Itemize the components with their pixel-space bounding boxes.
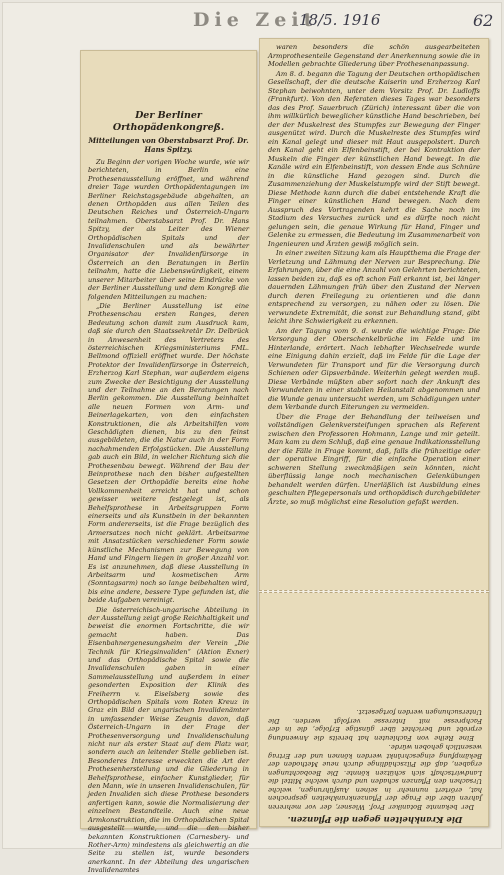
article-paragraph: Zu Beginn der vorigen Woche wurde, wie wir berichteten, in Berlin eine Prothesenausstellung eröffnet, und während dreier Tage wurden Orthopädentagungen im Berliner Reichstagsgebäude abgehalten, an denen Orthopäden aus allen Teilen des Deutschen Reiches und Österreich-Ungarn teilnahmen. Oberstabsarzt Prof. Dr. Hans Spitzy, der als Leiter des Wiener Orthopädischen Spitals und der Invalidenschulen und als bewährter Organisator der Invalidenfürsorge in Österreich an den Beratungen in Berlin teilnahm, hatte die Liebenswürdigkeit, einem unserer Mitarbeiter über seine Eindrücke von der Berliner Ausstellung und dem Kongreß die folgenden Mitteilungen zu machen: xyxy=(88,158,249,301)
article-byline: Mitteilungen von Oberstabsarzt Prof. Dr. Hans Spitzy. xyxy=(88,136,249,154)
handwritten-date: 18/5. 1916 xyxy=(299,11,381,29)
article-paragraph: In einer zweiten Sitzung kam als Hauptthema die Frage der Verletzung und Lähmung der Nerven zur Besprechung. Die Erfahrungen, über die eine Anzahl von Gelehrten berichteten, lassen beiden zu, daß es oft schon Fall erkannt ist, bei länger dauernden Lähmungen früh über den Zustand der Nerven durch deren Freilegung zu orientieren und die dann entsprechend zu versorgen, zu nähen oder zu lösen. Die verwundete Extremität, die sonst zur Behandlung stand, gibt leicht ihre Schwierigkeit zu erkennen. xyxy=(268,249,480,325)
clipping-tear-line xyxy=(259,590,489,593)
upside-down-clipping xyxy=(260,595,490,828)
article-paragraph: „Die Berliner Ausstellung ist eine Prothesenschau ersten Ranges, deren Bedeutung schon damit zum Ausdruck kam, daß sie durch den Staatssekretär Dr. Delbrück in Anwesenheit des Vertreters des österreichischen Kriegsministeriums FML. Bellmond offiziell eröffnet wurde. Der höchste Protektor der Invalidenfürsorge in Österreich, Erzherzog Karl Stephan, war außerdem eigens zum Zwecke der Besichtigung der Ausstellung und der Teilnahme an den Beratungen nach Berlin gekommen. Die Ausstellung beinhaltet alle neuen Formen von Arm- und Beinerlagekarten, von den einfachsten Konstruktionen, die als Arbeitshilfen vom Geschädigten dienen, bis zu den feinst ausgebildeten, die die Natur auch in der Form nachahmenden Erfolgstücken. Die Ausstellung gab auch ein Bild, in welcher Richtung sich die Prothesenbau bewegt. Während der Bau der Beinprothese nach den bisher aufgestellten Gesetzen der Orthopädie bereits eine hohe Vollkommenheit erreicht hat und schon gewisser weitere festgelegt ist, als Behelfsprothese in Arbeitsgruppen Form einerseits und als Kunstbein in der bekannten Form andererseits, ist die Frage bezüglich des Armersatzes noch nicht geklärt. Arbeitsarme mit Ansatzstücken verschiedener Form sowie künstliche Mechanismen zur Bewegung von Hand und Fingern liegen in großer Anzahl vor. Es ist anzunehmen, daß diese Ausstellung in Arbeitsarm und kosmetischen Arm (Sonntagsarm) noch so lange beibehalten wird, bis eine andere, bessere Type gefunden ist, die beide Aufgaben vereinigt. xyxy=(88,301,249,605)
upside-down-title: Die Krankheiten gegen die Pflanzen. xyxy=(287,814,463,824)
clipping-left-column xyxy=(80,50,257,875)
article-paragraph: Am der Tagung vom 9. d. wurde die wichtige Frage: Die Versorgung der Oberschenkelbrüche im Felde und im Hinterlande, erörtert. Nach lebhafter Wechselrede wurde eine Einigung dahin erzielt, daß im Felde für die Lage der Verwundeten für Transport und für die Versorgung durch Schienen oder Gipsverbände. Weiterhin gelegt werden muß. Diese Verbände müßten aber sofort nach der Ankunft des Verwundeten in einer stabilen Heilanstalt abgenommen und die Wunde genau untersucht werden, um Schädigungen unter dem Verbande durch Eiterungen zu vermeiden. xyxy=(268,326,480,411)
article-paragraph: Über die Frage der Behandlung der teilweisen und vollständigen Gelenkversteifungen sprachen als Referent zwischen den Professoren Hohmann, Lange und mir geteilt. Man kam zu dem Schluß, daß eine genaue Indikationsstellung der die Fälle in Frage kommt, daß, falls die frühzeitige oder der operative Eingriff, für die einfache Operation einer schweren Stellung zweckmäßigen sein könnten, nicht überflüssig lange noch mechanischen Gelenkübungen behandelt werden dürfen. Unerläßlich ist Ausbildung eines geschulten Pflegepersonals und orthopädisch durchgebildeter Ärzte, so muß möglichst eine Resolution gefaßt werden. xyxy=(268,412,480,506)
masthead: Die Zeit xyxy=(193,9,318,31)
article-title: Der Berliner Orthopädenkongreß. xyxy=(112,110,225,133)
page-number: 62 xyxy=(473,11,494,30)
article-paragraph: Die österreichisch-ungarische Abteilung in der Ausstellung zeigt große Reichhaltigkeit und beweist die enormen Fortschritte, die wir gemacht haben. Das Eisenbahnergenesungsheim der Verein „Die Technik für Kriegsinvaliden“ (Aktion Exner) und das Orthopädische Spital sowie die Invalidenschulen gaben in einer Sammelausstellung und außerdem in einer gesonderten Exposition der Klinik des Freiherrn v. Eiselsberg sowie des Orthopädischen Spitals vom Roten Kreuz in Graz ein Bild der ungarischen Invalidenämter in umfassender Weise Zeugnis davon, daß Österreich-Ungarn in der Frage der Prothesenversorgung und Invalidenschulung nicht nur als erster Staat auf dem Platz war, sondern auch an leitender Stelle geblieben ist. Besonderes Interesse erweckten die Art der Prothesenherstellung und die Gliederung in Behelfsprothese, einfacher Kunstglieder, für den Mann, wie in unseren Invalidenschulen, für jeden Invaliden sich diese Prothese besonders anfertigen kann, sowie die Normalisierung der einzelnen Bestandteile. Auch eine neue Armkonstruktion, die im Orthopädischen Spital ausgestellt wurde, und die den bisher bekannten Konstruktionen (Carnesbery- und Rother-Arm) mindestens als gleichwertig an die Seite zu stellen ist, wurde besonders anerkannt. In der Abteilung des ungarischen Invalidenamtes xyxy=(88,605,249,875)
upside-down-paragraph: Eine Reihe von Fachleuten hat bereits die Anwendung erprobt und berichtet über günstige Erfolge, die in der Fachpresse mit Interesse verfolgt werden. Die Untersuchungen werden fortgesetzt. xyxy=(268,708,482,742)
article-paragraph: Am 8. d. begann die Tagung der Deutschen orthopädischen Gesellschaft, der die deutsche Kaiserin und Erzherzog Karl Stephan beiwohnten, unter dem Vorsitz Prof. Dr. Ludloffs (Frankfurt). Von den Referaten dieses Tages war besonders das des Prof. Sauerbruch (Zürich) interessant über die von ihm willkürlich beweglicher künstliche Hand beschrieben, bei der der Muskelrest des Stumpfes zur Bewegung der Finger ausgenützt wird. Durch die Muskelreste des Stumpfes wird ein Kanal gelegt und dieser mit Haut ausgepolstert. Durch den Kanal geht ein Elfenbeinstift, der bei Kontraktion der Muskeln die Finger der künstlichen Hand bewegt. In die Kanäle wird ein Elfenbeinstift, von dessen Ende aus Schnüre in die künstliche Hand gezogen sind. Durch die Zusammenziehung der Muskelstumpfe wird der Stift bewegt. Diese Methode kann durch die dabei entstehende Kraft die Finger einer künstlichen Hand bewegen. Nach dem Ausspruch des Vortragenden kehrt die Sache noch im Stadium des Versuches zurück und es dürfte noch nicht gelungen sein, die genaue Wirkung für Hand, Finger und Gelenke zu ermessen, die Bedeutung im Zusammenarbeit von Ingenieuren und Ärzten gewiß möglich sein. xyxy=(268,69,480,248)
upside-down-paragraph: Der bekannte Botaniker Prof. Wiesner, der vor mehreren Jahren über die Frage der Pflanzenkrankheiten gesprochen hat, erörtert nunmehr in seinen Ausführungen, welche Ursachen den Pflanzen schaden und durch welche Mittel die Landwirtschaft sich schützen könnte. Die Beobachtungen ergaben, daß die Pilzschädlinge durch neue Methoden der Bekämpfung eingeschränkt werden können und der Ertrag wesentlich gehoben würde. xyxy=(268,743,482,811)
clipping-right-column xyxy=(259,38,489,827)
article-paragraph: waren besonders die schön ausgearbeiteten Armprothesenteile Gegenstand der Anerkennung sowie die in Modellen gebrachte Gliederung über Prothesenanpassung. xyxy=(268,43,480,68)
